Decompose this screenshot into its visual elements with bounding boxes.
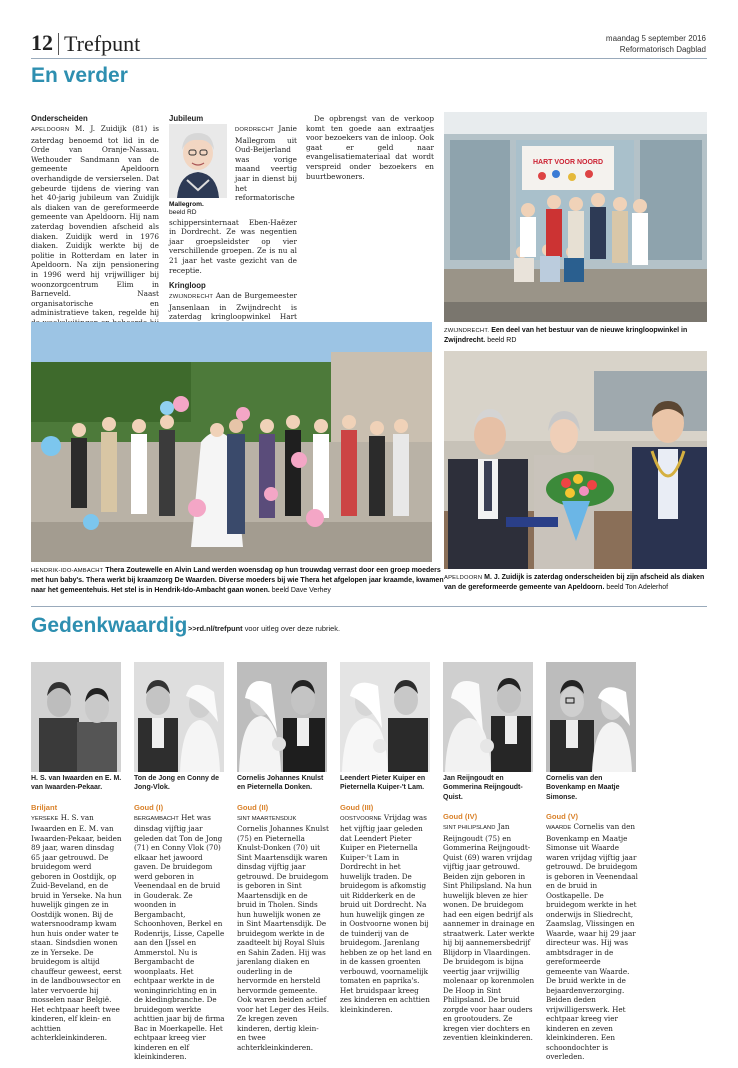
article-kringloop-continued bbox=[306, 114, 434, 181]
couple-text: Jan Reijngoudt (75) en Gommerina Reijngoudt-Quist (69) waren vrijdag vijftig jaar getrouwd. Beiden zijn geboren in Sint Philipsland. Na hun huwelijk bleven ze hier wonen. De bruidegom had een eigen bedrijf als aannemer in drainage en straatwerk. Later werkte hij bij aannemersbedrijf Blijdorp in Vlaardingen. De bruidegom is bijna veertig jaar vrijwillig molenaar op korenmolen De Hoop in Sint Philipsland. De bruid zorgde voor haar ouders en grootouders. Ze kregen vier dochters en zeventien kleinkinderen. bbox=[443, 822, 535, 1043]
gedenkwaardig-link-line bbox=[188, 624, 340, 633]
couple-photo-2 bbox=[134, 662, 224, 772]
caption-wedding bbox=[31, 566, 451, 595]
article-body: Janie Mallegrom uit Oud-Beijerland was vorige maand veertig jaar in dienst bij het reformatorische schippersinternaat Eben-Haëzer in Dordrecht. Ze was negentien jaar groepsleidster op vier verschillende groepen. Ze is nu al 21 jaar het vaste gezicht van de receptie. bbox=[169, 124, 297, 275]
caption-text: Thera Zoutewelle en Alvin Land werden woensdag op hun trouwdag verrast door een groep moeders met hun baby's. Thera werkt bij kraamzorg De Waarden. Diverse moeders bij wie Thera het afgelopen jaar kraamde, kwamen naar het gemeentehuis. Het stel is in Hendrik-Ido-Ambacht gaan wonen. bbox=[31, 567, 444, 594]
article-body: M. J. Zuidijk (81) is zaterdag benoemd tot lid in de Orde van Oranje-Nassau. Wethouder Sandmann van de gemeente Apeldoorn overhandigde de versierselen. Dat gebeurde tijdens de viering van het 40-jarig jubileum van Zuidijk als diaken van de gereformeerde gemeente van Apeldoorn. Hij nam zaterdag bovendien afscheid als diaken. Zuidijk werd in 1976 diaken. Zuidijk werkte bij de politie in Rotterdam en later in Apeldoorn. Na zijn pensionering in 1996 werd hij vrijwilliger bij woonzorgcentrum Elim in Barneveld. Naast organisatorische en administratieve taken, regelde hij bbox=[31, 124, 159, 318]
couple-name: Jan Reijngoudt en Gommerina Reijngoudt-Quist. bbox=[443, 775, 523, 801]
caption-text: M. J. Zuidijk is zaterdag onderscheiden bij zijn afscheid als diaken van de gereformeerde gemeente van Apeldoorn. bbox=[444, 574, 705, 592]
article-heading: Jubileum bbox=[169, 114, 204, 123]
section-rule bbox=[31, 606, 707, 607]
section-title-gedenkwaardig: Gedenkwaardig bbox=[31, 614, 188, 637]
photo-credit: beeld RD bbox=[169, 209, 197, 217]
couple-entry-4 bbox=[340, 774, 432, 1014]
anniversary-label: Goud (II) bbox=[237, 802, 269, 812]
article-body-kringloop-start: Aan de Burgemeester Jansenlaan in Zwijndrecht is zaterdag kringloopwinkel Hart bbox=[169, 291, 297, 322]
couple-name: H. S. van Iwaarden en E. M. van Iwaarden-Pekaar. bbox=[31, 775, 122, 792]
dateline: ZWIJNDRECHT bbox=[169, 294, 214, 301]
anniversary-label: Goud (I) bbox=[134, 802, 164, 812]
dateline: HENDRIK-IDO-AMBACHT bbox=[31, 568, 104, 574]
header-date: maandag 5 september 2016 bbox=[605, 34, 706, 43]
caption-kringloop bbox=[444, 326, 707, 346]
dateline: APELDOORN bbox=[444, 575, 483, 581]
award-case bbox=[506, 517, 558, 527]
anniversary-label: Goud (V) bbox=[546, 812, 579, 822]
photo-credit: beeld RD bbox=[487, 337, 517, 345]
photo-caption-name: Mallegrom. bbox=[169, 200, 204, 208]
couple-text: Het was dinsdag vijftig jaar geleden dat Ton de Jong (71) en Conny Vlok (70) elkaar het jawoord gaven. De bruidegom werd geboren in Veenendaal en de bruid in Gouderak. Ze woonden in Bergambacht, Schoonhoven, Berkel en Rodenrijs, Lisse, Capelle aan den IJssel en Ammerstol. Nu is Bergambacht de woonplaats. Het echtpaar werkte in de woninginrichting en in de kledingbranche. De bruidegom werkte achttien jaar bij de firma Bac in Moerkapelle. Het echtpaar kreeg vier kinderen en elf kleinkinderen. bbox=[134, 812, 225, 1062]
article-body: De opbrengst van de verkoop komt ten goede aan extraatjes voor bezoekers van de inloop. Ook gaat er geld naar evangelisatiemateriaal dat wordt verspreid onder bezoekers en buurtbewoners. bbox=[306, 114, 434, 181]
header-meta bbox=[606, 33, 706, 55]
couple-text: H. S. van Iwaarden en E. M. van Iwaarden-Pekaar, beiden 89 jaar, waren dinsdag 65 jaar getrouwd. De bruidegom werd geboren in Oostdijk, op Zuid-Beveland, en de bruid in Yerseke. Na hun huwelijk gingen ze in Oostdijk wonen. Bij de watersnoodramp kwam hun huis onder water te staan. Sindsdien wonen ze in Yerseke. De bruidegom is altijd chauffeur geweest, eerst in de landbouwsector en later vervoerde hij mosselen naar België. Het echtpaar heeft twee kinderen, elf klein- en achttien achterkleinkinderen. bbox=[31, 812, 122, 1043]
anniversary-label: Goud (IV) bbox=[443, 812, 478, 822]
mallegrom-photo-block bbox=[169, 124, 231, 218]
couple-name: Leendert Pieter Kuiper en Pieternella Kuiper-'t Lam. bbox=[340, 775, 426, 792]
header-divider bbox=[58, 33, 59, 55]
dateline: APELDOORN bbox=[31, 127, 70, 133]
section-name: Trefpunt bbox=[64, 31, 141, 56]
couple-name: Cornelis van den Bovenkamp en Maatje Simonse. bbox=[546, 775, 620, 801]
article-heading: Onderscheiden bbox=[31, 114, 88, 123]
dateline: SINT MAARTENSDIJK bbox=[237, 815, 297, 822]
dateline: YERSEKE bbox=[31, 815, 59, 822]
article-onderscheiden bbox=[31, 114, 159, 337]
photo-kringloop-winkel bbox=[444, 112, 707, 322]
couple-entry-5 bbox=[443, 774, 535, 1043]
dateline: SINT PHILIPSLAND bbox=[443, 825, 496, 832]
couple-text: Cornelis Johannes Knulst (75) en Pieternella Knulst-Donken (70) uit Sint Maartensdijk waren dinsdag vijftig jaar getrouwd. De bruidegom is geboren in Sint Maartensdijk en de bruid in Tholen. Sinds hun huwelijk wonen ze in Sint Maartensdijk. De bruidegom werkte in de zaadteelt bij Royal Sluis en Sahin Zaden. Hij was jarenlang diaken en ouderling in de hervormde en hersteld hervormde gemeente. Ook waren beiden actief voor het Leger des Heils. Ze kregen zeven kinderen, dertig klein- en twee achterkleinkinderen. bbox=[237, 824, 330, 1052]
caption-text: Een deel van het bestuur van de nieuwe kringloopwinkel in Zwijndrecht. bbox=[444, 327, 688, 345]
couple-text: Cornelis van den Bovenkamp en Maatje Simonse uit Waarde waren vrijdag vijftig jaar getrouwd. De bruidegom is geboren in Veenendaal en de bruid in Oostkapelle. De bruidegom werkte in het onderwijs in Sliedrecht, Zaamslag, Vlissingen en Waarde, waar hij 29 jaar directeur was. Hij was ambtsdrager in de gereformeerde gemeente van Waarde. De bruid werkte in de bejaardenverzorging. Beiden deden vrijwilligerswerk. Het echtpaar kreeg vier kinderen en zeven kleinkinderen. Een schoondochter is overleden. bbox=[546, 822, 638, 1062]
dateline: ZWIJNDRECHT. bbox=[444, 328, 490, 334]
couple-text: Vrijdag was het vijftig jaar geleden dat Leendert Pieter Kuiper en Pieternella Kuiper-'t Lam in Dordrecht in het huwelijk traden. De bruidegom is afkomstig uit Ridderkerk en de bruid uit Dordrecht. Na hun huwelijk gingen ze in Oostvoorne wonen bij de tuinderij van de bruidegom. Jarenlang hebben ze op het land en in de kassen groenten verbouwd, voornamelijk tomaten en paprika's. Het bruidspaar kreeg zes kinderen en achttien kleinkinderen. bbox=[340, 812, 432, 1014]
couple-entry-1 bbox=[31, 774, 123, 1043]
anniversary-label: Briljant bbox=[31, 802, 58, 812]
photo-zuidijk bbox=[444, 351, 707, 569]
couple-entry-3 bbox=[237, 774, 329, 1052]
photo-credit: beeld Ton Adelerhof bbox=[606, 584, 669, 592]
gedenkwaardig-link[interactable]: >>rd.nl/trefpunt bbox=[188, 624, 243, 633]
shop-sign-text: HART VOOR NOORD bbox=[533, 159, 603, 166]
dateline: DORDRECHT bbox=[235, 127, 274, 133]
header-paper: Reformatorisch Dagblad bbox=[619, 45, 706, 54]
couple-entry-2 bbox=[134, 774, 226, 1062]
dateline: BERGAMBACHT bbox=[134, 815, 179, 822]
anniversary-label: Goud (III) bbox=[340, 802, 374, 812]
section-title-en-verder: En verder bbox=[31, 64, 128, 87]
photo-credit: beeld Dave Verhey bbox=[271, 586, 331, 594]
couple-name: Cornelis Johannes Knulst en Pieternella Donken. bbox=[237, 775, 324, 792]
couple-name: Ton de Jong en Conny de Jong-Vlok. bbox=[134, 775, 220, 792]
caption-zuidijk bbox=[444, 573, 707, 593]
couple-entry-6 bbox=[546, 774, 638, 1062]
mallegrom-portrait bbox=[169, 124, 227, 198]
dateline: OOSTVOORNE bbox=[340, 815, 382, 822]
photo-wedding-group bbox=[31, 322, 432, 562]
couple-photo-1 bbox=[31, 662, 121, 772]
couple-photo-5 bbox=[443, 662, 533, 772]
couple-photo-6 bbox=[546, 662, 636, 772]
couple-photo-3 bbox=[237, 662, 327, 772]
couple-photo-4 bbox=[340, 662, 430, 772]
article-heading: Kringloop bbox=[169, 281, 206, 291]
header-rule bbox=[31, 58, 707, 59]
page-number: 12 bbox=[31, 30, 53, 55]
dateline: WAARDE bbox=[546, 825, 572, 832]
link-description: voor uitleg over deze rubriek. bbox=[244, 624, 340, 633]
